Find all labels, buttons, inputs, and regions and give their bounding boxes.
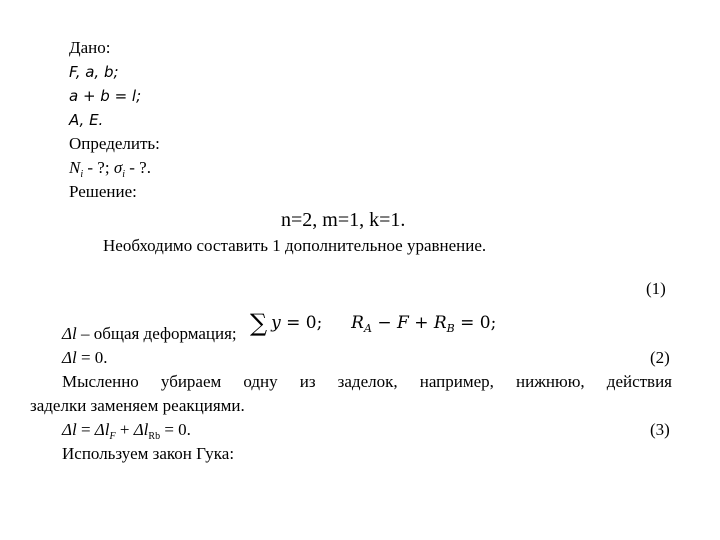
- hooke-law-text: Используем закон Гука:: [62, 444, 235, 463]
- find-mid: - ?;: [83, 158, 114, 177]
- eq3-end: = 0.: [160, 420, 191, 439]
- given-line-3: A, E.: [69, 111, 104, 129]
- nmk-line: n=2, m=1, k=1.: [281, 209, 406, 231]
- equation-number-3: (3): [650, 420, 670, 439]
- formula-eq-zero-2: = 0;: [454, 313, 497, 333]
- formula-A-sub: A: [363, 322, 372, 335]
- equation-number-1: (1): [646, 279, 666, 298]
- given-line-1: F, a, b;: [69, 63, 119, 81]
- equation-number-2: (2): [650, 348, 670, 367]
- find-N: N: [69, 158, 81, 177]
- given-line-2: a + b = l;: [69, 87, 142, 105]
- solution-heading: Решение:: [69, 182, 137, 201]
- eq3-dlR: Δl: [133, 420, 149, 439]
- deformation-zero-text: = 0.: [76, 348, 108, 367]
- remove-support-text-1: Мысленно убираем одну из заделок, например, нижнюю, действия: [62, 372, 672, 391]
- total-deformation-text: – общая деформация;: [76, 324, 237, 343]
- equilibrium-formula: [250, 308, 520, 338]
- delta-l-symbol-2: Δl: [62, 348, 77, 367]
- eq3-plus: +: [115, 420, 134, 439]
- find-end: - ?.: [124, 158, 151, 177]
- formula-eq-zero-1: = 0;: [280, 313, 323, 333]
- delta-l-symbol: Δl: [62, 324, 77, 343]
- formula-y: y: [271, 313, 281, 333]
- find-line: [69, 158, 151, 185]
- find-N-sub: i: [80, 169, 84, 180]
- equation-3-line: [62, 420, 191, 447]
- find-sigma: σ: [113, 158, 123, 177]
- sum-symbol: ∑: [250, 309, 268, 337]
- eq3-dl: Δl: [62, 420, 77, 439]
- total-deformation-line: [62, 324, 237, 344]
- eq3-dlF: Δl: [94, 420, 110, 439]
- need-equation-text: Необходимо составить 1 дополнительное уравнение.: [103, 236, 487, 255]
- formula-minus-F: − F +: [371, 313, 434, 333]
- formula-R-A: R: [351, 313, 364, 333]
- eq3-F-sub: F: [109, 431, 116, 442]
- remove-support-text-2: заделки заменяем реакциями.: [30, 396, 245, 415]
- given-heading: Дано:: [69, 38, 111, 57]
- eq3-Rb-sub: Rb: [148, 431, 161, 442]
- deformation-zero-line: [62, 348, 108, 368]
- find-heading: Определить:: [69, 134, 160, 153]
- eq3-eq: =: [76, 420, 95, 439]
- formula-R-B: R: [433, 313, 447, 333]
- find-sigma-sub: i: [122, 169, 125, 180]
- formula-B-sub: B: [446, 322, 455, 335]
